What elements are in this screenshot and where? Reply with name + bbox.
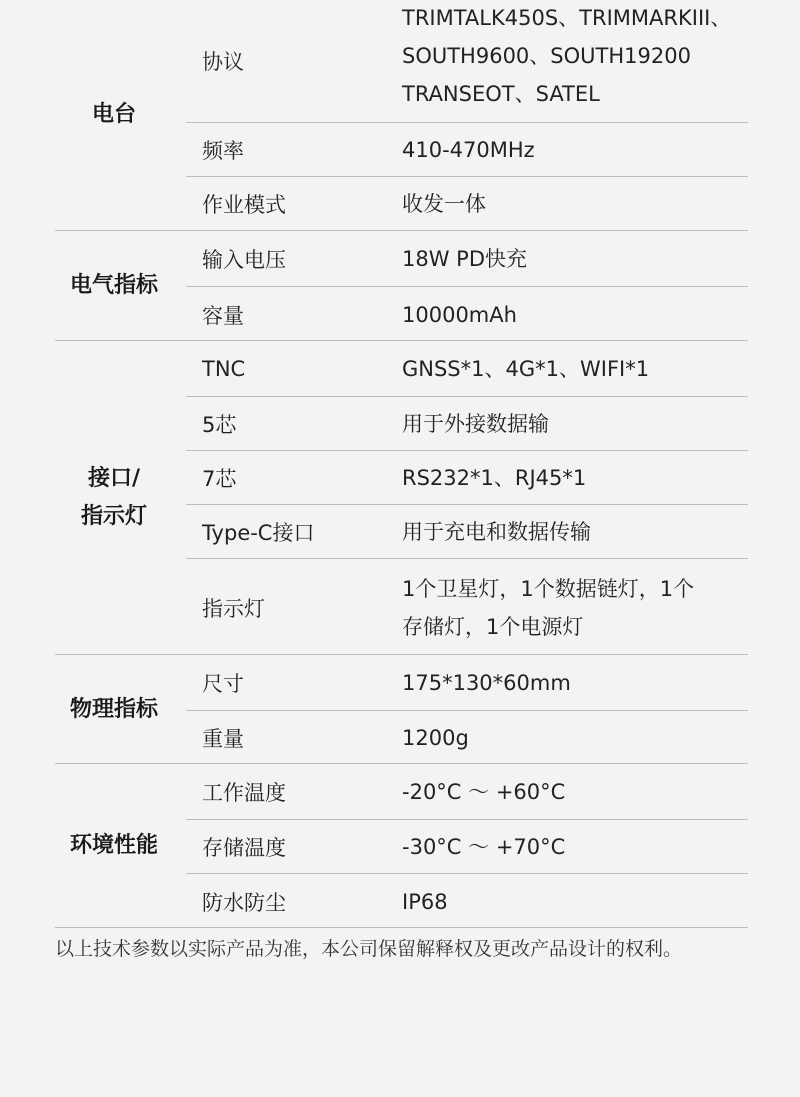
spec-group-environment (55, 763, 748, 928)
row-label: 尺寸 (202, 671, 244, 696)
table-row (186, 0, 748, 122)
row-label: 重量 (202, 727, 244, 751)
table-row (186, 764, 748, 819)
spec-rows (186, 231, 748, 341)
category-label: 物理指标 (69, 696, 158, 722)
table-row (186, 450, 748, 505)
row-label: 协议 (202, 50, 244, 74)
table-row (186, 396, 748, 451)
table-row (186, 558, 748, 656)
row-label: Type-C接口 (202, 521, 315, 545)
row-label: TNC (202, 356, 246, 381)
row-value: 10000mAh (402, 302, 517, 327)
spec-rows (186, 0, 748, 230)
spec-rows (186, 341, 748, 655)
table-row (186, 176, 748, 231)
table-row (186, 286, 748, 342)
spec-group-radio (55, 0, 748, 230)
category-label: 电台 (91, 102, 136, 127)
row-label: 存储温度 (202, 836, 286, 860)
row-label: 频率 (202, 139, 244, 163)
row-value: 用于充电和数据传输 (402, 520, 591, 544)
row-value: TRIMTALK450S、TRIMMARKIII、 SOUTH9600、SOUTH19200 TRANSEOT、SATEL (402, 6, 732, 106)
row-label: 工作温度 (202, 780, 286, 805)
row-value: 410-470MHz (402, 138, 535, 162)
table-row (186, 655, 748, 710)
row-label: 容量 (202, 303, 244, 328)
row-value: RS232*1、RJ45*1 (402, 466, 587, 490)
table-row (186, 710, 748, 765)
disclaimer-footnote: 以上技术参数以实际产品为准，本公司保留解释权及更改产品设计的权利。 (55, 938, 683, 960)
category-label: 接口/ 指示灯 (80, 466, 147, 529)
row-label: 防水防尘 (202, 890, 286, 915)
table-row (186, 231, 748, 286)
spec-group-electrical (55, 230, 748, 341)
table-row (186, 341, 748, 396)
row-label: 输入电压 (202, 247, 286, 272)
row-label: 作业模式 (202, 193, 286, 217)
spec-group-physical (55, 654, 748, 764)
category-label: 电气指标 (69, 273, 158, 298)
row-label: 指示灯 (202, 596, 265, 621)
spec-rows (186, 764, 748, 928)
table-bottom-divider (55, 927, 748, 928)
row-label: 5芯 (202, 413, 237, 437)
table-row (186, 873, 748, 929)
row-value: 18W PD快充 (402, 246, 527, 271)
table-row (186, 819, 748, 874)
row-value: IP68 (402, 889, 448, 914)
spec-rows (186, 655, 748, 764)
row-value: GNSS*1、4G*1、WIFI*1 (402, 356, 650, 381)
category-label: 环境性能 (69, 833, 158, 858)
row-value: -30°C ～ +70°C (402, 835, 566, 859)
row-value: 用于外接数据输 (402, 412, 549, 436)
row-value: 175*130*60mm (402, 670, 571, 695)
spec-group-interface (55, 340, 748, 655)
table-row (186, 504, 748, 559)
table-row (186, 122, 748, 177)
row-value: 1个卫星灯，1个数据链灯，1个 存储灯，1个电源灯 (402, 576, 695, 639)
row-value: 1200g (402, 726, 469, 750)
row-label: 7芯 (202, 467, 237, 491)
row-value: -20°C ～ +60°C (402, 779, 566, 804)
row-value: 收发一体 (402, 192, 486, 216)
